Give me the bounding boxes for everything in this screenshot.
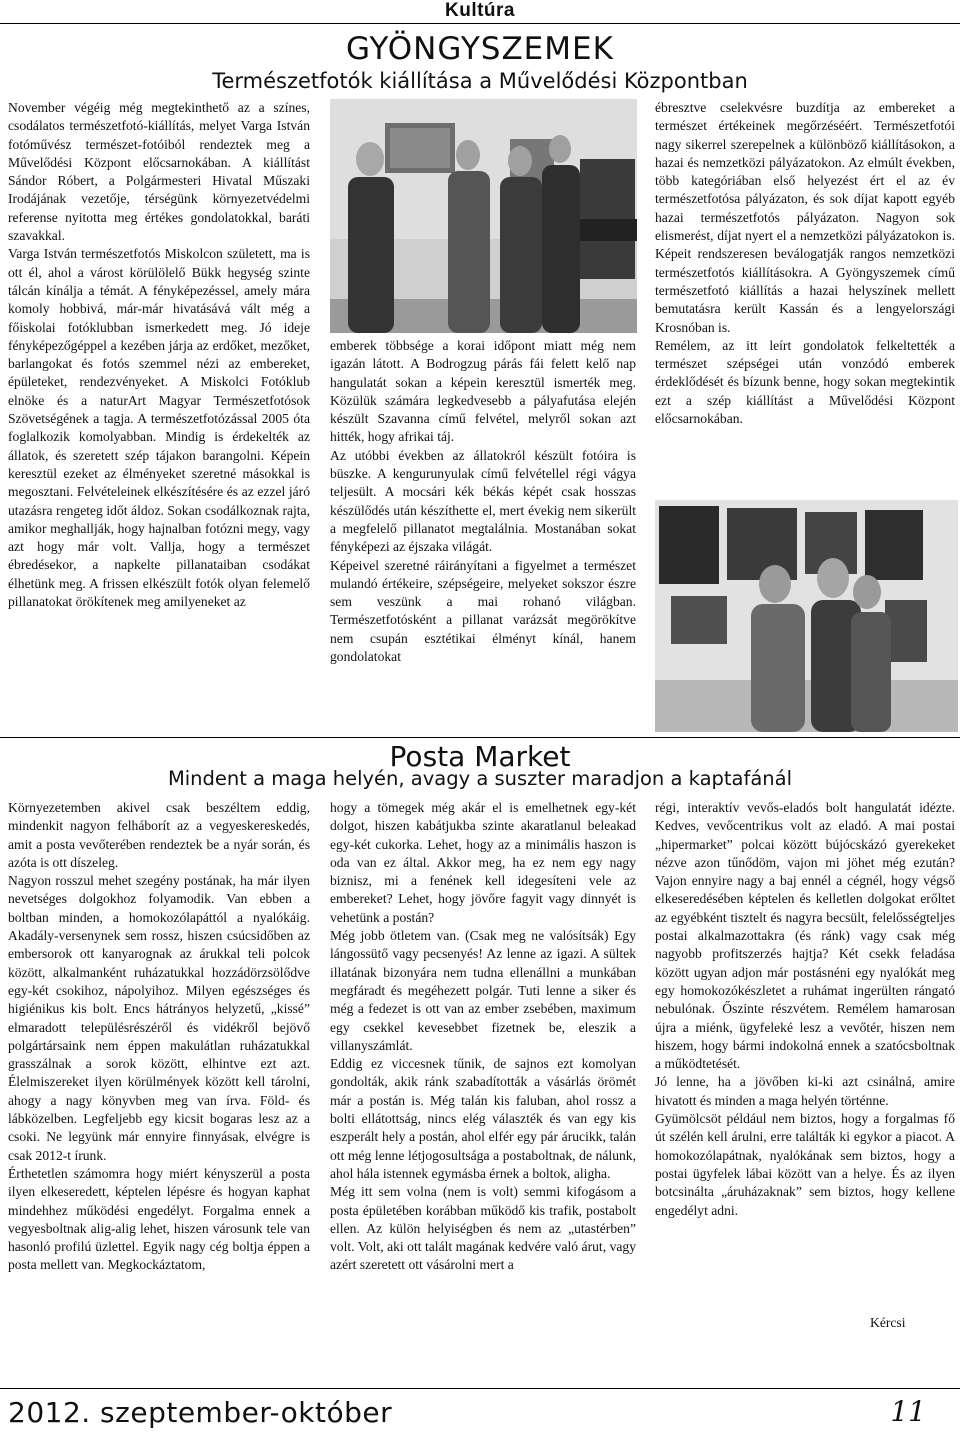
article-1-subtitle: Természetfotók kiállítása a Művelődési Központban — [212, 69, 748, 93]
footer-rule — [0, 1388, 960, 1389]
article-divider-rule — [0, 737, 960, 738]
paragraph: Képeivel szeretné ráirányítani a figyelmet a természet mulandó értékeire, szépségeire, melyeket sokszor észre sem veszünk a mai rohanó világban. Természetfotósként a pillanat varázsát megörökítve nem csupán esztétikai élményt kínál, hanem gondolatokat — [330, 557, 636, 665]
paragraph: November végéig még megtekinthető az a színes, csodálatos természetfotó-kiállítás, melyet Varga István fotóművész természet-fotóiból rendeztek meg a Művelődési Központ előcsarnokában. A kiállítást Sándor Róbert, a Polgármesteri Hivatal Műszaki Irodájának vezetője, térségünk környezetvédelmi referense nyitotta meg értékes gondolatokkal, baráti szavakkal. — [8, 100, 310, 244]
header-rule — [0, 23, 960, 24]
paragraph: Eddig ez viccesnek tűnik, de sajnos ezt komolyan gondolták, akik ránk szabadították a vásárlás örömét már a postán is. Még talán kis faluban, ahol rossz a bolti ellátottság, nincs elég választék és van egy kis eszperált hely a postán, ahol elfér egy pár árucikk, talán ott még lenne létjogosultsága a postaboltnak, de nálunk, ahol hála istennek egymásba érnek a boltok, aligha. — [330, 1056, 636, 1181]
paragraph: emberek többsége a korai időpont miatt még nem igazán látott. A Bodrogzug párás fái felett kelő nap hangulatát sokan a képein keresztül ismerték meg. Közülük számára legkedvesebb a pályafutása elején készült Szavanna című felvétel, melyről sokan azt hitték, hogy afrikai táj. — [330, 338, 636, 445]
paragraph: Nagyon rosszul mehet szegény postának, ha már ilyen nevetséges dolgokhoz folyamodik. Van ebben a boltban minden, a homokozólapáttól a nyalókáig. Akadály-versenynek sem rossz, hiszen csúcsidőben az embersorok ott kanyarognak az árukkal teli polcok között, alkalmanként ruházatukkal hozzádörzsölődve egy-két csokihoz, nápolyihoz. Milyen egészséges és higiénikus kis bolt. Encs hátrányos helyzetű, „kissé” elmaradott településrészéről és vidékről bejövő polgártársaink nem éppen makulátlan ruházatukkal grasszálnak a sorok között, elhintve ezt azt. Élelmiszereket ilyen körülmények között kell tárolni, ahogy a nagy könyvben meg van írva. Föld- és lábközelben. Legfeljebb egy kicsit bogaras lesz az a csoki. Ne legyünk már ennyire finnyásak, elvégre is csak 2012-t írunk. — [8, 873, 310, 1163]
article-1-column-2 — [330, 337, 636, 666]
exhibition-opening-photo — [330, 99, 637, 333]
paragraph: hogy a tömegek még akár el is emelhetnek egy-két dolgot, hiszen kabátjukba szinte akaratlanul beleakad egy-két cukorka. Lehet, hogy az a minimális haszon is oda van ez által. Akkor meg, ha ez nem egy nagy biznisz, mi a fenének kell idegesíteni vele az embereket? Lehet, hogy jövőre fagyit vagy dinnyét is vehetünk a postán? — [330, 800, 636, 925]
children-viewing-photo — [655, 500, 958, 732]
article-2-subtitle: Mindent a maga helyén, avagy a suszter maradjon a kaptafánál — [167, 767, 793, 790]
paragraph: ébresztve cselekvésre buzdítja az embereket a természet értékeinek megőrzéséért. Természetfotói nagy sikerrel szerepelnek a különböző kiállításokon, a hazai és nemzetközi pályázatokon. Az elmúlt években, több kategóriában első helyezést ért el az év természetfotósa pályázaton, és sok díjat kapott egyéb hazai természetfotós pályázaton. Nagyon sok elismerést, díjat nyert el a nemzetközi pályázatokon is. Képeit rendszeresen beválogatják rangos nemzetközi természetfotós kiállításokra. A Gyöngyszemek című természetfotó kiállítás a hazai helyszínek mellett bemutatásra került Kassán és a lengyelországi Krosnóban is. — [655, 100, 955, 335]
page-number: 11 — [890, 1395, 926, 1428]
paragraph: Érthetetlen számomra hogy miért kényszerül a posta ilyen elkeseredett, képtelen lépésre és hogyan kaphat mindehhez működési engedélyt. Forgalma ennek a vegyesboltnak alig-alig lehet, hiszen városunk tele van hasonló profilú üzlettel. Egyik nagy cég boltja éppen a posta mellett van. Megkockáztatom, — [8, 1165, 310, 1273]
paragraph: régi, interaktív vevős-eladós bolt hangulatát idézte. Kedves, vevőcentrikus volt az eladó. A mai postai „hipermarket” polcai között bújócskázó gyerekeket nézve azon tűnődöm, vajon mi jöhet még ezután? Vajon ennyire nagy a baj ennél a cégnél, hogy végső elkeseredésében képtelen és kelletlen dolgokat erőltet az egyébként tisztelt és nagyra becsült, felelősségteljes postai alkalmazottakra (és ránk) vagy csak még nagyobb profitszerzés hajtja? Két csekk feladása között ugyan adjon már postásnéni egy nyalókát meg egy homokozókészletet a ruhámat ingerülten rángató nebulónak. Őszinte részvétem. Remélem hamarosan újra a miénk, ügyfeleké lesz a vevőtér, hiszen nem hiszem, hogy bármi indokolná ennek a szatócsboltnak a működtetését. — [655, 800, 955, 1072]
issue-date: 2012. szeptember-október — [8, 1396, 393, 1429]
author-signature: Kércsi — [870, 1315, 906, 1330]
section-label: Kultúra — [445, 0, 515, 21]
paragraph: Varga István természetfotós Miskolcon született, ma is ott él, ahol a várost körülölelő Bükk hegység szinte tálcán kínálja a témát. A fényképezéssel, amely mára komoly hobbivá, már-már hivatásává vált még a főiskolai fotóklubban ismerkedett meg. Jó ideje fényképezőgéppel a kezében járja az erdőket, mezőket, barlangokat és fotós szemmel nézi az embereket, épületeket, rendezvényeket. A Miskolci Fotóklub elnöke és a naturArt Magyar Természetfotósok Szövetségének a tagja. A természetfotózással 2005 óta foglalkozik komolyabban. Mindig is érdekelték az állatok, és szeretett szép tájakon barangolni. Képein keresztül ezeket az élményeket szeretné másokkal is megosztani. Felvételeinek elkészítésére és az ezzel járó utazásra rengeteg időt áldoz. Sokan csodálkoznak rajta, amikor meghallják, hogy hajnalban fotózni megy, vagy azt hogy már volt. Vallja, hogy a természet ébredésekor, a napkelte pillanataiban csodákat élhetünk meg. A frissen elkészült fotók olyan felemelő pillanatokat örökítenek meg amilyeneket az — [8, 246, 310, 610]
paragraph: Még itt sem volna (nem is volt) semmi kifogásom a posta épületében korábban működő kis trafik, postabolt ellen. Az külön helyiségben és nem az „utastérben” volt. Volt, aki ott talált magának kedvére való árut, vagy azért szeretett ott vásárolni mert a — [330, 1184, 636, 1273]
paragraph: Az utóbbi években az állatokról készült fotóira is büszke. A kengurunyulak című felvétellel régi vágya teljesült. A mocsári kék békás képét csak hosszas készülődés után készíthette el, mert évekig nem sikerült a megfelelő pillanatot megtalálnia. Mostanában sokat fényképezi az éjszaka világát. — [330, 447, 636, 555]
article-1-title: GYÖNGYSZEMEK — [346, 31, 614, 67]
article-2-column-2 — [330, 799, 636, 1275]
article-2-column-1 — [8, 799, 310, 1275]
article-2-title: Posta Market — [389, 740, 571, 773]
paragraph: Még jobb ötletem van. (Csak meg ne valósítsák) Egy lángossütő vagy pecsenyés! Az lenne az igazi. A sültek illatának bizonyára nem tudna ellenállni a munkában megfáradt és megéhezett polgár. Tuti lenne a siker és még a fedezet is ott van az ember zsebében, maximum egy csekkel kevesebbet fizetnek be, eleszik a villanyszámlát. — [330, 928, 636, 1053]
article-2-column-3 — [655, 799, 955, 1220]
paragraph: Jó lenne, ha a jövőben ki-ki azt csinálná, amire hivatott és minden a maga helyén történne. — [655, 1074, 955, 1108]
paragraph: Gyümölcsöt például nem biztos, hogy a forgalmas fő út szélén kell árulni, erre találták ki egykor a piacot. A homokozólapátnak, nyalókának sem biztos, hogy a postai ügyfelek lábai között van a helye. És az ilyen botcsinálta „áruházaknak” sem biztos, hogy kellene engedélyt adni. — [655, 1111, 955, 1218]
article-1-column-1 — [8, 99, 310, 611]
article-1-column-3 — [655, 99, 955, 428]
paragraph: Remélem, az itt leírt gondolatok felkeltették a természet szépségei után vonzódó emberek érdeklődését és bízunk benne, hogy sokan megtekintik ezt a szép kiállítást a Művelődési Központ előcsarnokában. — [655, 337, 955, 427]
paragraph: Környezetemben akivel csak beszéltem eddig, mindenkit nagyon felháborít az a vegyeskereskedés, amit a posta vevőterében rendeztek be a nyár során, és azóta is ott díszeleg. — [8, 800, 310, 870]
